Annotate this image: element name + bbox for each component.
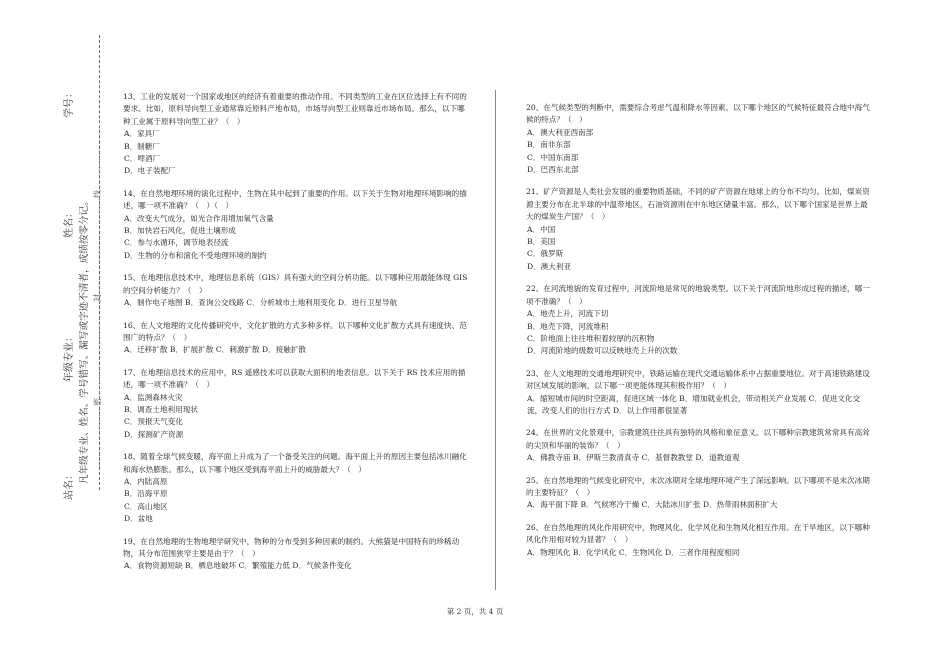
option-d: D．电子装配厂 [124, 166, 176, 176]
option-d: D．生物的分布和演化不受地理环境的制约 [124, 250, 267, 260]
question-16 [123, 320, 468, 357]
question-17 [123, 367, 468, 441]
option-c: C．阶地面上往往堆积着较厚的沉积物 [527, 333, 655, 343]
question-stem: 19、在自然地理的生物地理学研究中，物种的分布受到多种因素的制约。大熊猫是中国特有的珍稀动物，其分布范围狭窄主要是由于？（ ） [123, 536, 460, 558]
option-b: B．地壳下降，河流堆积 [527, 321, 609, 331]
right-column [526, 102, 871, 569]
question-stem: 22、在河流地貌的发育过程中，河流阶地是常见的地貌类型。以下关于河流阶地形成过程的描述，哪一项不准确？（ ） [526, 284, 870, 306]
option-c: C．啤酒厂 [124, 154, 161, 164]
option-c: C．中国东南部 [527, 152, 579, 162]
question-13 [123, 91, 468, 178]
question-stem: 17、在地理信息技术的应用中，RS 遥感技术可以获取大面积的地表信息。以下关于 RS 技术应用的描述，哪一项不准确？（ ） [123, 367, 466, 390]
column-divider [495, 90, 496, 590]
question-26 [526, 522, 871, 559]
option-b: B．沿海平原 [124, 489, 168, 499]
question-stem: 26、在自然地理的风化作用研究中，物理风化、化学风化和生物风化相互作用。在干旱地区，以下哪种风化作用相对较为显著？（ ） [526, 522, 870, 545]
question-stem: 24、在世界的文化景观中，宗教建筑往往具有独特的风格和象征意义。以下哪种宗教建筑常常具有高耸的尖顶和华丽的装饰？（ ） [526, 428, 870, 450]
question-25 [526, 475, 871, 512]
options-inline: A．海平面下降 B．气候寒冷干燥 C．大陆冰川扩张 D．热带雨林面积扩大 [527, 500, 778, 510]
question-18 [123, 451, 468, 525]
option-b: B．制糖厂 [124, 141, 160, 151]
option-c: C．俄罗斯 [527, 249, 564, 259]
question-14 [123, 188, 468, 262]
option-a: A．改变大气成分，如光合作用增加氧气含量 [124, 213, 274, 223]
question-stem: 16、在人文地理的文化传播研究中，文化扩散的方式多种多样。以下哪种文化扩散方式具有速度快、范围广的特点？（ ） [123, 320, 467, 342]
question-stem: 21、矿产资源是人类社会发展的重要物质基础，不同的矿产资源在地球上的分布不均匀。比如，煤炭资源主要分布在北半球的中温带地区，石油资源则在中东地区储量丰富。那么，以下哪个国家是世界上最大的煤炭生产国？（ ） [526, 187, 870, 222]
option-d: D．澳大利亚 [527, 261, 572, 271]
option-b: B．南非东部 [527, 140, 571, 150]
option-b: B．加快岩石风化，促进土壤形成 [124, 226, 236, 236]
question-22 [526, 283, 871, 357]
options-inline: A．迁移扩散 B．扩展扩散 C．刺激扩散 D．接触扩散 [124, 345, 307, 355]
question-20 [526, 102, 871, 176]
options-inline: A．食物资源短缺 B．栖息地破坏 C．繁殖能力低 D．气候条件变化 [124, 561, 352, 571]
school-label: 站名： [64, 470, 75, 500]
question-stem: 18、随着全球气候变暖，海平面上升成为了一个备受关注的问题。海平面上升的原因主要包括冰川融化和海水热膨胀。那么，以下哪个地区受到海平面上升的威胁最大？（ ） [123, 452, 467, 474]
question-24 [526, 427, 871, 464]
name-label: 姓名： [64, 208, 75, 238]
question-19 [123, 536, 468, 573]
student-id-label: 学号： [64, 88, 75, 118]
option-a: A．家具厂 [124, 129, 160, 139]
binding-margin [0, 0, 115, 672]
option-d: D．巴西东北部 [527, 165, 579, 175]
option-d: D．河流阶地的级数可以反映地壳上升的次数 [527, 346, 678, 356]
option-a: A．内陆高原 [124, 476, 168, 486]
options-inline: A．物理风化 B．化学风化 C．生物风化 D．三者作用程度相同 [527, 547, 740, 557]
option-c: C．参与水循环，调节地表径流 [124, 238, 229, 248]
option-a: A．澳大利亚西南部 [527, 127, 594, 137]
major-label: 年级专业： [64, 332, 75, 382]
option-d: D．盆地 [124, 514, 153, 524]
option-b: B．美国 [527, 237, 556, 247]
seal-line: ……………………密………………………………封………………………………线…………………… [93, 126, 102, 470]
option-a: A．地壳上升，河流下切 [527, 309, 609, 319]
option-c: C．预报天气变化 [124, 417, 183, 427]
options-inline: A．制作电子地图 B．查询公交线路 C．分析城市土地利用变化 D．进行卫星导航 [124, 298, 398, 308]
options-inline: A．佛教寺庙 B．伊斯兰教清真寺 C．基督教教堂 D．道教道观 [527, 453, 740, 463]
cut-line [99, 35, 100, 490]
option-c: C．高山地区 [124, 501, 168, 511]
option-b: B．调查土地利用现状 [124, 404, 198, 414]
option-a: A．监测森林火灾 [124, 392, 183, 402]
option-d: D．探测矿产资源 [124, 429, 184, 439]
page-footer: 第 2 页，共 4 页 [446, 607, 504, 616]
question-stem: 15、在地理信息技术中，地理信息系统（GIS）具有强大的空间分析功能。以下哪种应用最能体现 GIS 的空间分析能力？（ ） [123, 273, 468, 295]
options-inline: A．缩短城市间的时空距离，促进区域一体化 B．增加就业机会，带动相关产业发展 C．促进文化交流，改变人们的出行方式 D．以上作用都很显著 [527, 393, 861, 415]
question-15 [123, 272, 468, 309]
question-stem: 25、在自然地理的气候变化研究中，末次冰期对全球地理环境产生了深远影响。以下哪项不是末次冰期的主要特征？（ ） [526, 475, 870, 497]
left-column [123, 91, 468, 583]
question-21 [526, 186, 871, 273]
question-stem: 13、工业的发展对一个国家或地区的经济有着重要的推动作用。不同类型的工业在区位选择上有不同的要求。比如，原料导向型工业通常靠近原料产地布局，市场导向型工业则靠近市场布局。那么，以下哪种工业属于原料导向型工业？（ ） [123, 92, 467, 126]
option-a: A．中国 [527, 224, 556, 234]
question-stem: 20、在气候类型的判断中，需要综合考虑气温和降水等因素。以下哪个地区的气候特征最符合地中海气候的特点？（ ） [526, 103, 870, 125]
question-stem: 14、在自然地理环境的演化过程中，生物在其中起到了重要的作用。以下关于生物对地理环境影响的描述，哪一项不准确？（ ）（ ） [123, 188, 467, 211]
question-23 [526, 368, 871, 418]
question-stem: 23、在人文地理的交通地理研究中，铁路运输在现代交通运输体系中占据重要地位。对于高速铁路建设对区域发展的影响，以下哪一项更能体现其积极作用？（ ） [526, 368, 870, 391]
notice-text: 凡年级专业、姓名、学号错写、漏写或字迹不清者，成绩按零分记。 [79, 196, 90, 484]
